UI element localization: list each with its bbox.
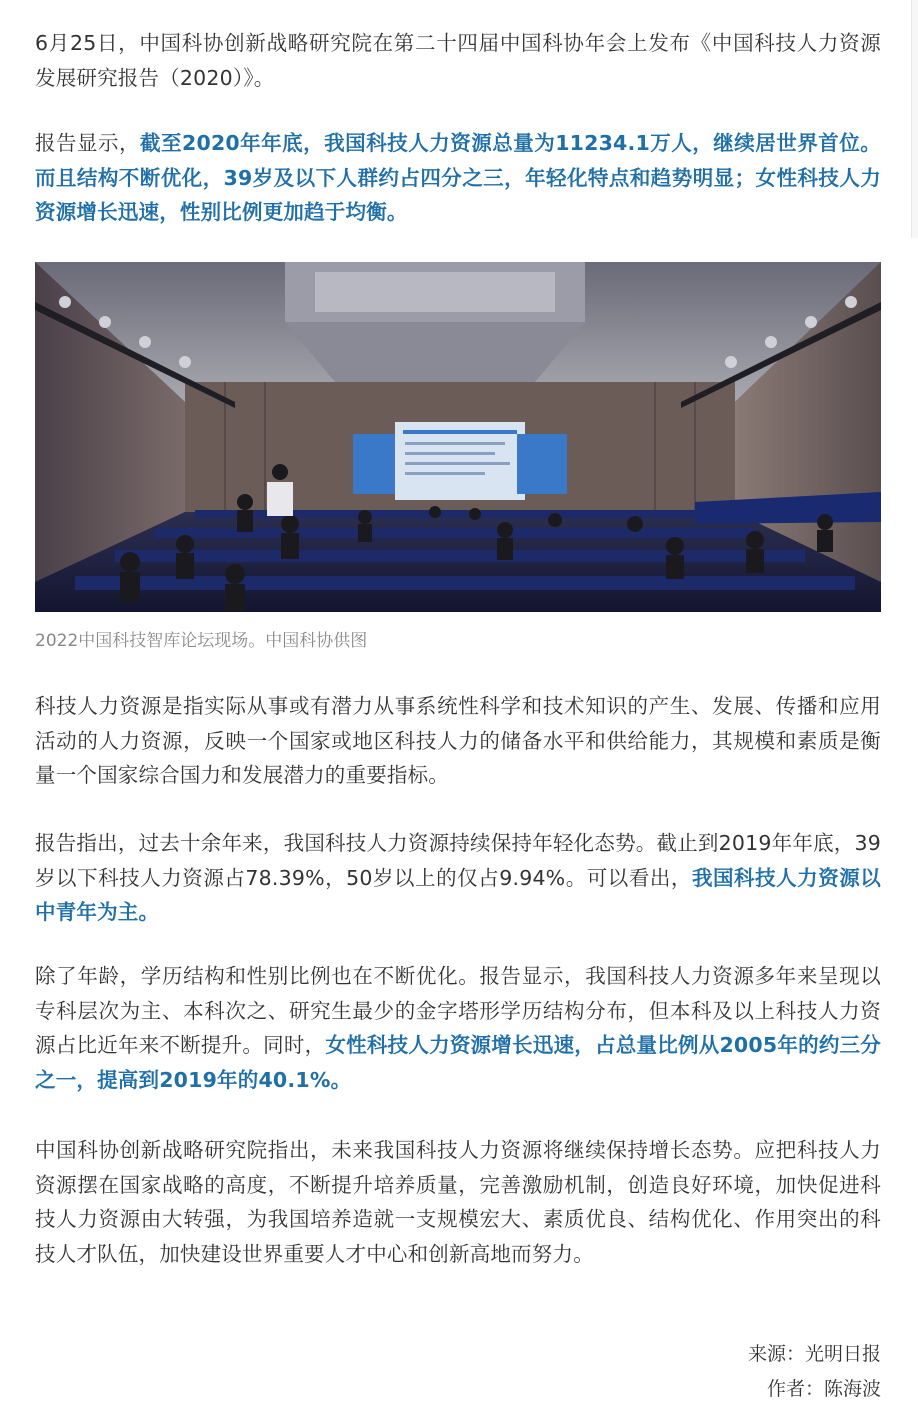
- paragraph-report-summary: [35, 126, 881, 230]
- image-caption: 2022中国科技智库论坛现场。中国科协供图: [35, 631, 368, 651]
- paragraph-definition: 科技人力资源是指实际从事或有潜力从事系统性科学和技术知识的产生、发展、传播和应用活动的人力资源，反映一个国家或地区科技人力的储备水平和供给能力，其规模和素质是衡量一个国家综合国力和发展潜力的重要指标。: [35, 694, 881, 787]
- scrollbar[interactable]: [911, 0, 918, 238]
- paragraph-age-structure: [35, 826, 881, 930]
- author-line: 作者：陈海波: [766, 1378, 881, 1400]
- paragraph-lead-text: 报告指出，过去十余年来，我国科技人力资源持续保持年轻化态势。截止到2019年年底，39岁以下科技人力资源占78.39%，50岁以上的仅占9.94%。可以看出，: [35, 831, 881, 890]
- paragraph-lead-text: 报告显示，: [35, 131, 141, 155]
- highlighted-text: 我国科技人力资源以中青年为主。: [35, 865, 881, 924]
- paragraph-education-gender: [35, 959, 881, 1097]
- highlighted-text: 女性科技人力资源增长迅速，占总量比例从2005年的约三分之一，提高到2019年的40.1%。: [35, 1033, 881, 1092]
- paragraph-intro: 6月25日，中国科协创新战略研究院在第二十四届中国科协年会上发布《中国科技人力资源发展研究报告（2020）》。: [35, 31, 881, 90]
- conference-photo: [35, 262, 881, 612]
- paragraph-outlook: 中国科协创新战略研究院指出，未来我国科技人力资源将继续保持增长态势。应把科技人力资源摆在国家战略的高度，不断提升培养质量，完善激励机制，创造良好环境，加快促进科技人力资源由大转强，为我国培养造就一支规模宏大、素质优良、结构优化、作用突出的科技人才队伍，加快建设世界重要人才中心和创新高地而努力。: [35, 1138, 881, 1266]
- paragraph-lead-text: 除了年龄，学历结构和性别比例也在不断优化。报告显示，我国科技人力资源多年来呈现以专科层次为主、本科次之、研究生最少的金字塔形学历结构分布，但本科及以上科技人力资源占比近年来不断提升。同时，: [35, 964, 881, 1057]
- highlighted-text: 截至2020年年底，我国科技人力资源总量为11234.1万人，继续居世界首位。而且结构不断优化，39岁及以下人群约占四分之三，年轻化特点和趋势明显；女性科技人力资源增长迅速，性别比例更加趋于均衡。: [35, 131, 881, 224]
- source-line: 来源：光明日报: [747, 1343, 881, 1365]
